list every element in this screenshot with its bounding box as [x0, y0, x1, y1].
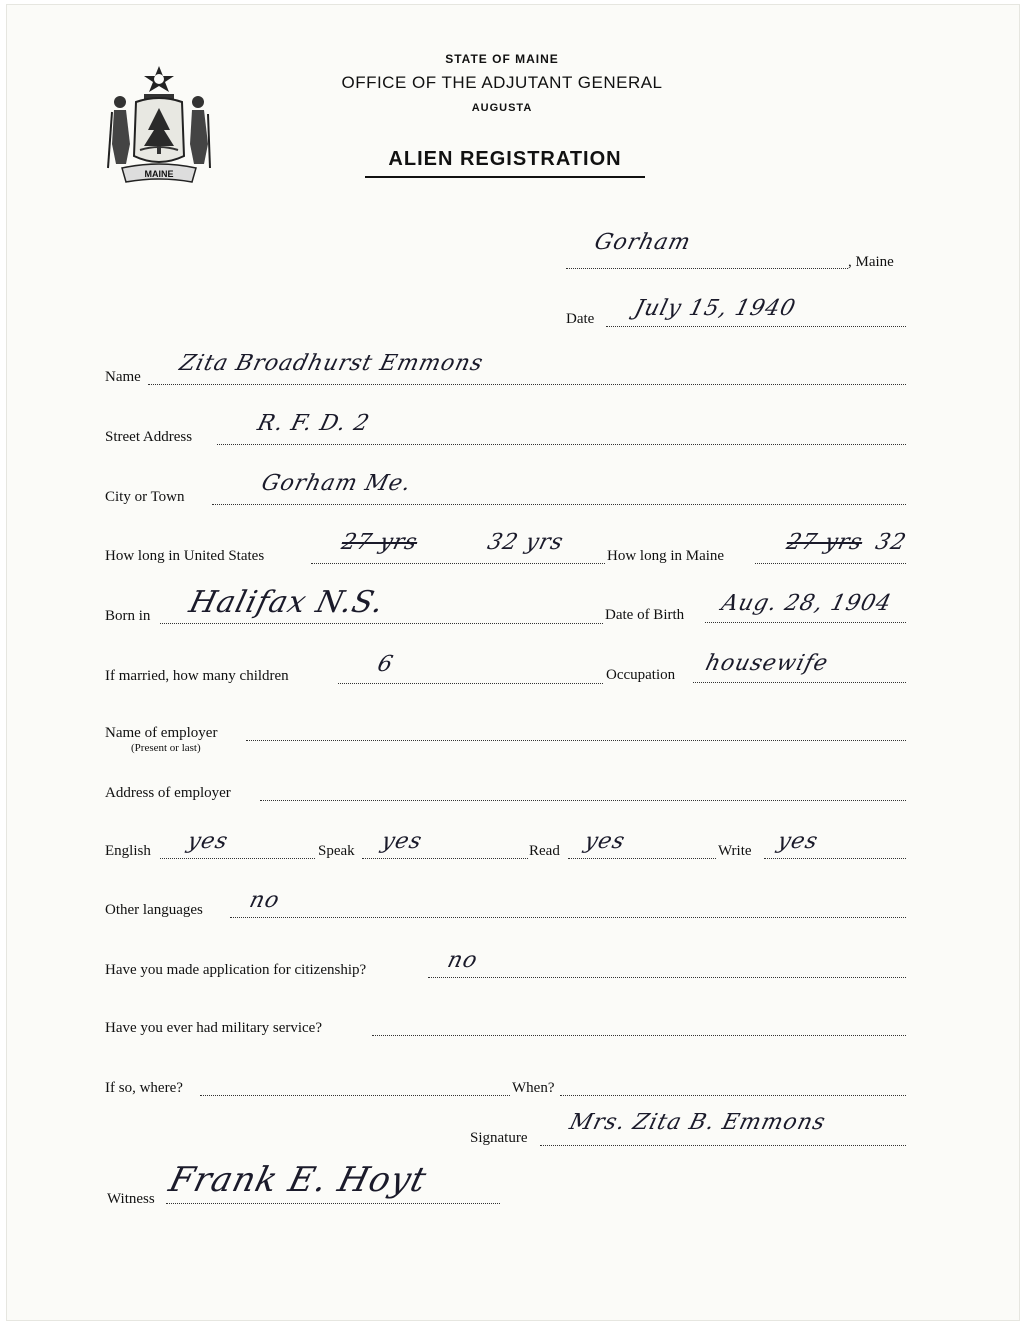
english-label: English: [105, 843, 151, 859]
children-label: If married, how many children: [105, 668, 289, 684]
read-field[interactable]: [568, 858, 716, 859]
how-long-maine-field[interactable]: [755, 563, 906, 564]
city-heading: AUGUSTA: [471, 102, 533, 114]
write-value: yes: [774, 829, 821, 854]
signature-field[interactable]: [540, 1145, 906, 1146]
english-value: yes: [184, 829, 231, 854]
children-field[interactable]: [338, 683, 603, 684]
seal-banner-text: MAINE: [144, 169, 174, 179]
city-value: Gorham Me.: [258, 471, 415, 496]
occupation-label: Occupation: [606, 667, 676, 683]
when-label: When?: [512, 1080, 555, 1096]
witness-label: Witness: [107, 1191, 155, 1207]
date-value: July 15, 1940: [631, 296, 799, 321]
employer-sublabel: (Present or last): [131, 742, 201, 754]
name-label: Name: [105, 369, 141, 385]
street-label: Street Address: [105, 429, 193, 445]
how-long-maine-struck: 27 yrs: [783, 530, 866, 555]
read-value: yes: [581, 829, 628, 854]
military-label: Have you ever had military service?: [105, 1020, 322, 1036]
town-suffix: , Maine: [848, 254, 894, 270]
dob-field[interactable]: [705, 622, 906, 623]
speak-field[interactable]: [362, 858, 528, 859]
where-field[interactable]: [200, 1095, 510, 1096]
how-long-us-field[interactable]: [311, 563, 605, 564]
children-value: 6: [374, 652, 397, 677]
citizenship-field[interactable]: [428, 977, 906, 978]
form-sheet: [6, 4, 1020, 1321]
how-long-maine-value: 32: [872, 530, 910, 555]
signature-value: Mrs. Zita B. Emmons: [566, 1110, 829, 1135]
signature-label: Signature: [470, 1130, 528, 1146]
military-field[interactable]: [372, 1035, 906, 1036]
speak-label: Speak: [318, 843, 355, 859]
office-heading: OFFICE OF THE ADJUTANT GENERAL: [341, 73, 663, 92]
occupation-field[interactable]: [693, 682, 906, 683]
employer-address-field[interactable]: [260, 800, 906, 801]
other-languages-label: Other languages: [105, 902, 203, 918]
employer-label: Name of employer: [105, 725, 218, 741]
name-field[interactable]: [148, 384, 906, 385]
town-value: Gorham: [591, 230, 694, 255]
how-long-us-struck: 27 yrs: [338, 530, 421, 555]
english-field[interactable]: [160, 858, 315, 859]
city-label: City or Town: [105, 489, 185, 505]
how-long-us-value: 32 yrs: [484, 530, 567, 555]
town-field[interactable]: [566, 268, 848, 269]
born-value: Halifax N.S.: [185, 585, 388, 620]
dob-value: Aug. 28, 1904: [718, 591, 895, 616]
citizenship-label: Have you made application for citizenship?: [105, 962, 367, 978]
street-field[interactable]: [217, 444, 906, 445]
city-field[interactable]: [212, 504, 906, 505]
witness-value: Frank E. Hoyt: [165, 1160, 431, 1200]
read-label: Read: [529, 843, 560, 859]
street-value: R. F. D. 2: [254, 411, 373, 436]
how-long-us-label: How long in United States: [105, 548, 265, 564]
write-field[interactable]: [764, 858, 906, 859]
how-long-maine-label: How long in Maine: [607, 548, 725, 564]
speak-value: yes: [378, 829, 425, 854]
when-field[interactable]: [560, 1095, 906, 1096]
name-value: Zita Broadhurst Emmons: [176, 351, 486, 376]
born-field[interactable]: [160, 623, 603, 624]
born-label: Born in: [105, 608, 151, 624]
form-title: ALIEN REGISTRATION: [388, 148, 622, 170]
citizenship-value: no: [444, 948, 481, 973]
other-languages-value: no: [246, 888, 283, 913]
occupation-value: housewife: [702, 651, 832, 676]
write-label: Write: [718, 843, 752, 859]
employer-address-label: Address of employer: [105, 785, 231, 801]
date-field[interactable]: [606, 326, 906, 327]
state-heading: STATE OF MAINE: [445, 52, 559, 66]
date-label: Date: [566, 311, 595, 327]
title-underline: [365, 176, 645, 178]
dob-label: Date of Birth: [605, 607, 685, 623]
where-label: If so, where?: [105, 1080, 183, 1096]
witness-field[interactable]: [166, 1203, 500, 1204]
other-languages-field[interactable]: [230, 917, 906, 918]
employer-field[interactable]: [246, 740, 906, 741]
